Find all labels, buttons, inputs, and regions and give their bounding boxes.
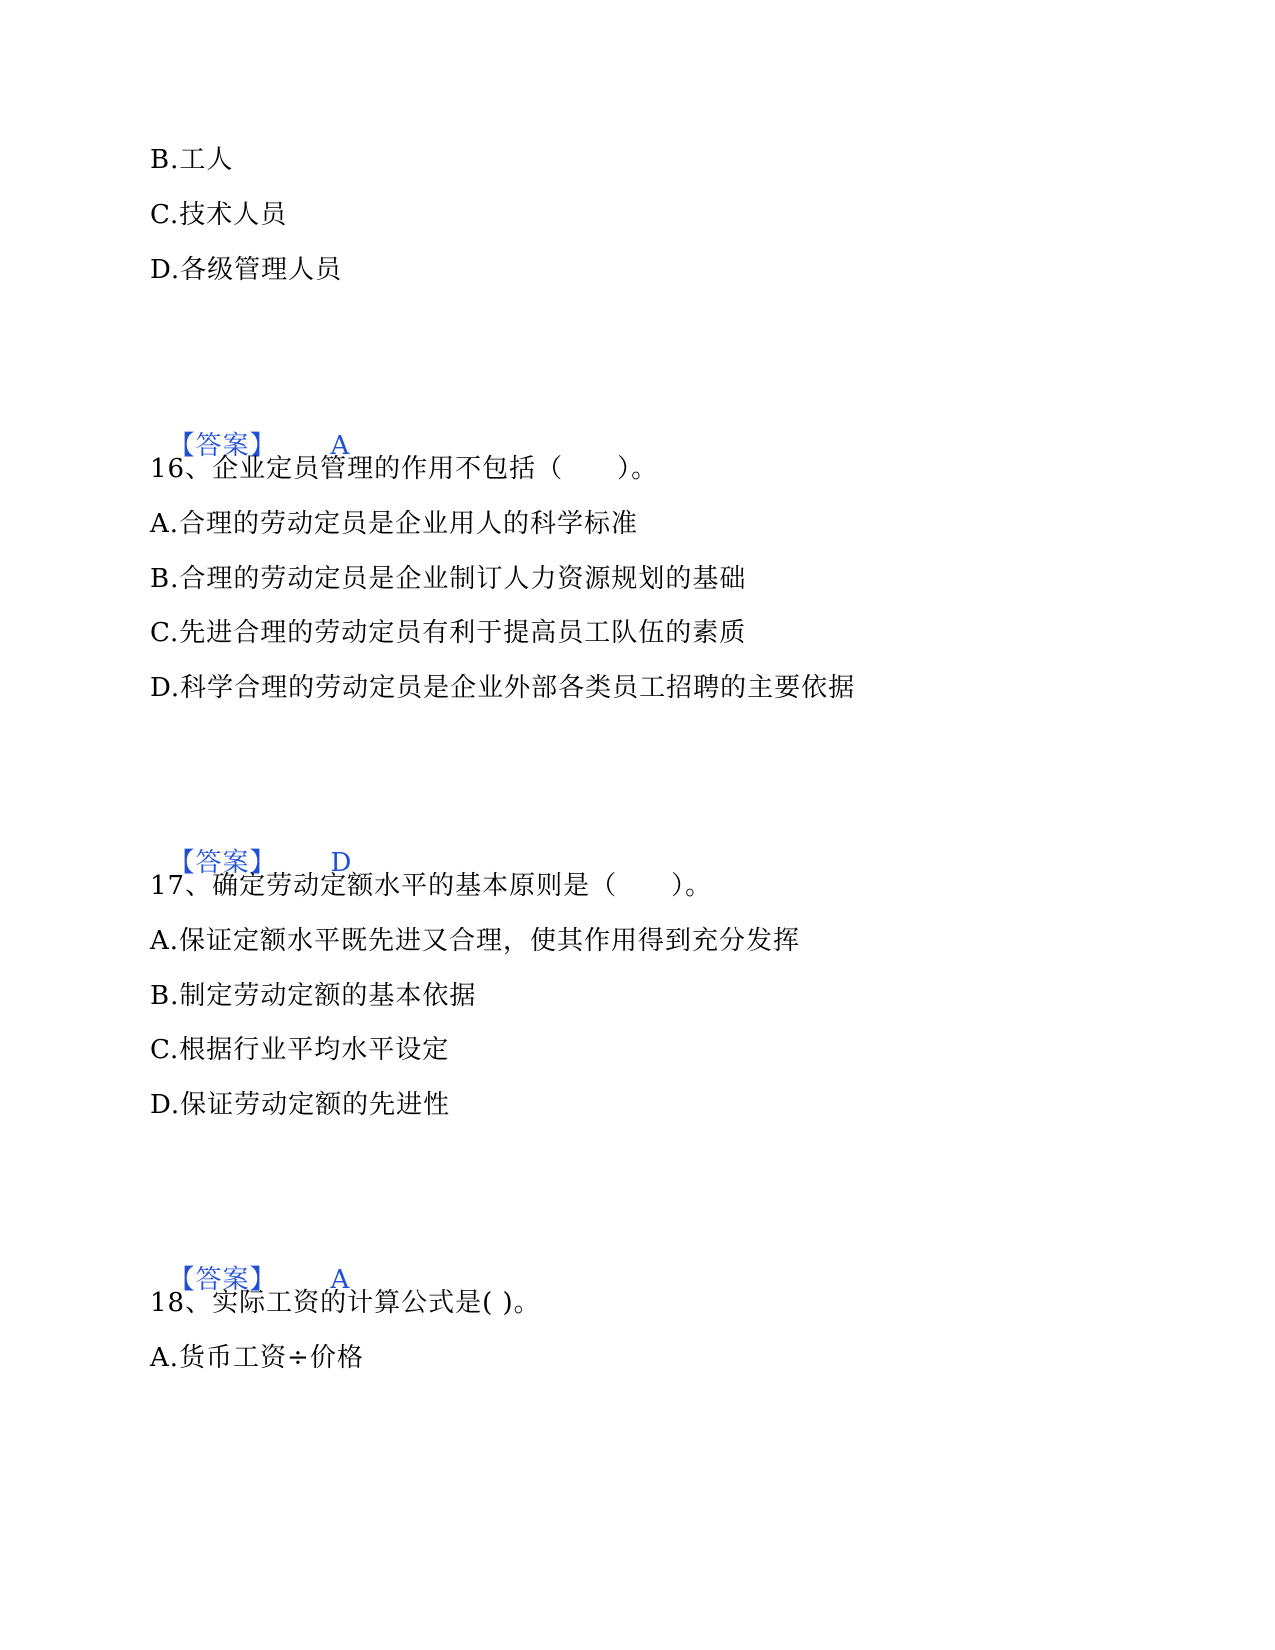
q17-option-b: B.制定劳动定额的基本依据 xyxy=(150,981,477,1011)
q16-option-d: D.科学合理的劳动定员是企业外部各类员工招聘的主要依据 xyxy=(150,673,856,703)
answer-value: A xyxy=(330,431,351,461)
q16-stem: 16、企业定员管理的作用不包括（ ）。 xyxy=(150,454,659,484)
answer-label: 【答案】 xyxy=(168,431,277,461)
answer-label: 【答案】 xyxy=(168,848,277,878)
q15-option-b: B.工人 xyxy=(150,145,234,175)
answer-label: 【答案】 xyxy=(168,1265,277,1295)
q18-stem: 18、实际工资的计算公式是( )。 xyxy=(150,1288,541,1318)
q17-stem: 17、确定劳动定额水平的基本原则是（ ）。 xyxy=(150,871,713,901)
q18-option-a: A.货币工资÷价格 xyxy=(150,1343,364,1373)
q17-option-a: A.保证定额水平既先进又合理，使其作用得到充分发挥 xyxy=(150,926,801,956)
q17-option-c: C.根据行业平均水平设定 xyxy=(150,1035,450,1065)
q17-option-d: D.保证劳动定额的先进性 xyxy=(150,1090,451,1120)
q15-option-c: C.技术人员 xyxy=(150,200,288,230)
answer-value: A xyxy=(330,1265,351,1295)
answer-value: D xyxy=(330,848,353,878)
q16-option-c: C.先进合理的劳动定员有利于提高员工队伍的素质 xyxy=(150,618,747,648)
q16-option-a: A.合理的劳动定员是企业用人的科学标准 xyxy=(150,509,639,539)
q16-option-b: B.合理的劳动定员是企业制订人力资源规划的基础 xyxy=(150,564,747,594)
q15-option-d: D.各级管理人员 xyxy=(150,255,343,285)
